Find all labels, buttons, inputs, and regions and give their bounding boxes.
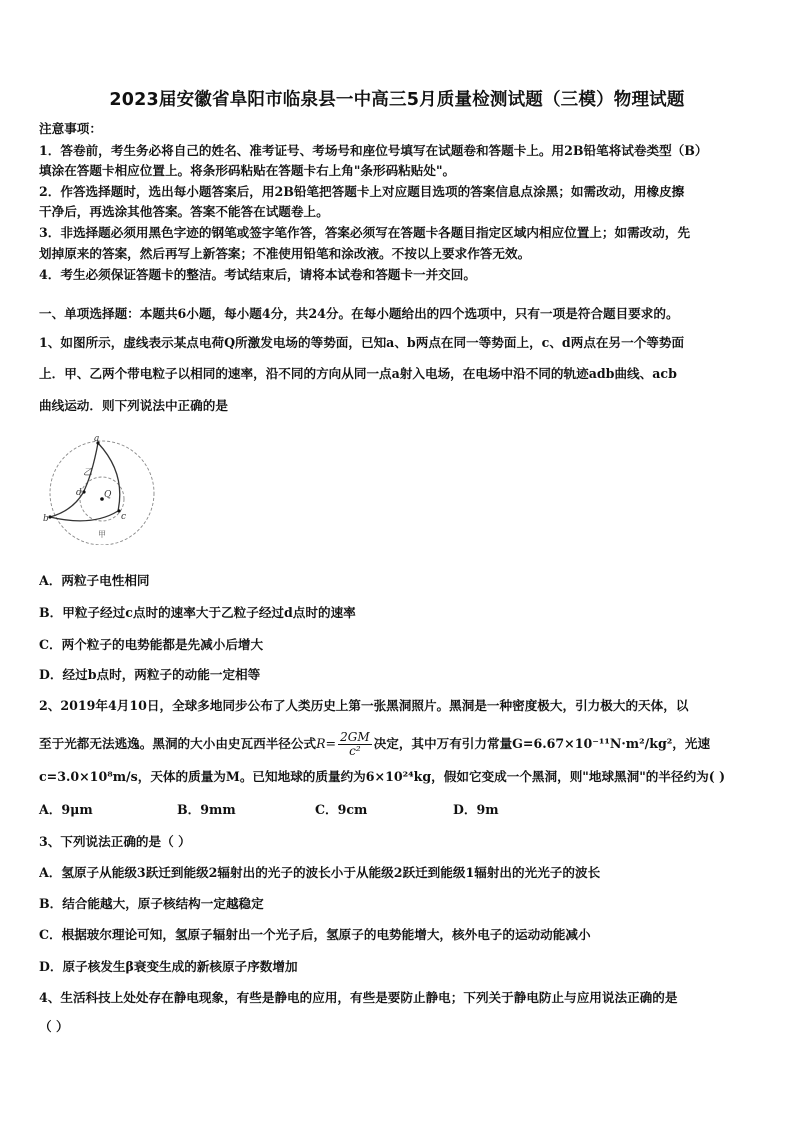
q1-equipotential-figure xyxy=(40,435,170,545)
fraction-denominator: c² xyxy=(349,744,361,758)
trajectory-acb xyxy=(50,443,120,521)
q1-stem-line: 上．甲、乙两个带电粒子以相同的速率，沿不同的方向从同一点a射入电场，在电场中沿不同的轨迹adb曲线、acb xyxy=(39,366,677,381)
q1-option-d: D．经过b点时，两粒子的动能一定相等 xyxy=(39,667,261,682)
q2-text-before-formula: 至于光都无法逃逸。黑洞的大小由史瓦西半径公式 xyxy=(39,736,317,751)
q2-option-d: D．9m xyxy=(453,802,499,817)
notice-line: 划掉原来的答案，然后再写上新答案；不准使用铅笔和涂改液。不按以上要求作答无效。 xyxy=(39,246,531,261)
notice-heading: 注意事项： xyxy=(39,121,102,136)
section-heading: 一、单项选择题：本题共6小题，每小题4分，共24分。在每小题给出的四个选项中，只有一项是符合题目要求的。 xyxy=(39,306,679,321)
page-title: 2023届安徽省阜阳市临泉县一中高三5月质量检测试题（三模）物理试题 xyxy=(109,90,685,110)
label-c: c xyxy=(121,512,127,522)
q3-option-c: C．根据玻尔理论可知，氢原子辐射出一个光子后，氢原子的电势能增大，核外电子的运动动能减小 xyxy=(39,927,591,942)
q1-option-b: B．甲粒子经过c点时的速率大于乙粒子经过d点时的速率 xyxy=(39,605,356,620)
q4-stem-line: 4、生活科技上处处存在静电现象，有些是静电的应用，有些是要防止静电；下列关于静电防止与应用说法正确的是 xyxy=(39,990,678,1005)
fraction-numerator: 2GM xyxy=(340,730,370,744)
point-b xyxy=(48,515,51,518)
q4-stem-line: （ ） xyxy=(39,1019,69,1034)
schwarzschild-fraction xyxy=(338,731,372,758)
label-yi: 乙 xyxy=(83,468,93,478)
q3-option-a: A．氢原子从能级3跃迁到能级2辐射出的光子的波长小于从能级2跃迁到能级1辐射出的光光子的波长 xyxy=(39,865,601,880)
label-a: a xyxy=(94,435,100,444)
label-jia: 甲 xyxy=(98,530,106,539)
notice-line: 3．非选择题必须用黑色字迹的钢笔或签字笔作答，答案必须写在答题卡各题目指定区域内相应位置上；如需改动，先 xyxy=(39,225,691,240)
q2-text-after-formula: 决定，其中万有引力常量G=6.67×10⁻¹¹N·m²/kg²，光速 xyxy=(373,736,711,751)
notice-line: 填涂在答题卡相应位置上。将条形码粘贴在答题卡右上角"条形码粘贴处"。 xyxy=(39,163,456,178)
q2-stem-formula-line xyxy=(39,729,759,759)
formula-r: R= xyxy=(316,736,337,751)
label-d: d xyxy=(76,488,82,498)
q1-option-a: A．两粒子电性相同 xyxy=(39,573,150,588)
q3-option-d: D．原子核发生β衰变生成的新核原子序数增加 xyxy=(39,959,298,974)
notice-line: 干净后，再选涂其他答案。答案不能答在试题卷上。 xyxy=(39,204,329,219)
notice-line: 1．答卷前，考生务必将自己的姓名、准考证号、考场号和座位号填写在试题卷和答题卡上。用2B铅笔将试卷类型（B） xyxy=(39,143,708,158)
q2-option-b: B．9mm xyxy=(177,802,236,817)
point-d xyxy=(82,490,85,493)
q1-stem-line: 1、如图所示，虚线表示某点电荷Q所激发电场的等势面，已知a、b两点在同一等势面上，c、d两点在另一个等势面 xyxy=(39,335,685,350)
q2-stem-line: 2、2019年4月10日，全球多地同步公布了人类历史上第一张黑洞照片。黑洞是一种密度极大，引力极大的天体，以 xyxy=(39,698,689,713)
label-q: Q xyxy=(104,490,112,500)
q1-stem-line: 曲线运动．则下列说法中正确的是 xyxy=(39,398,228,413)
notice-line: 2．作答选择题时，选出每小题答案后，用2B铅笔把答题卡上对应题目选项的答案信息点涂黑；如需改动，用橡皮擦 xyxy=(39,184,685,199)
q3-option-b: B．结合能越大，原子核结构一定越稳定 xyxy=(39,896,264,911)
label-b: b xyxy=(43,514,49,524)
q2-stem-line: c=3.0×10⁸m/s，天体的质量为M。已知地球的质量约为6×10²⁴kg，假如它变成一个黑洞，则"地球黑洞"的半径约为( ) xyxy=(39,769,726,784)
notice-line: 4．考生必须保证答题卡的整洁。考试结束后，请将本试卷和答题卡一并交回。 xyxy=(39,267,476,282)
q2-option-c: C．9cm xyxy=(315,802,368,817)
q3-stem: 3、下列说法正确的是（ ） xyxy=(39,834,191,849)
q2-option-a: A．9μm xyxy=(39,802,93,817)
q1-option-c: C．两个粒子的电势能都是先减小后增大 xyxy=(39,637,264,652)
